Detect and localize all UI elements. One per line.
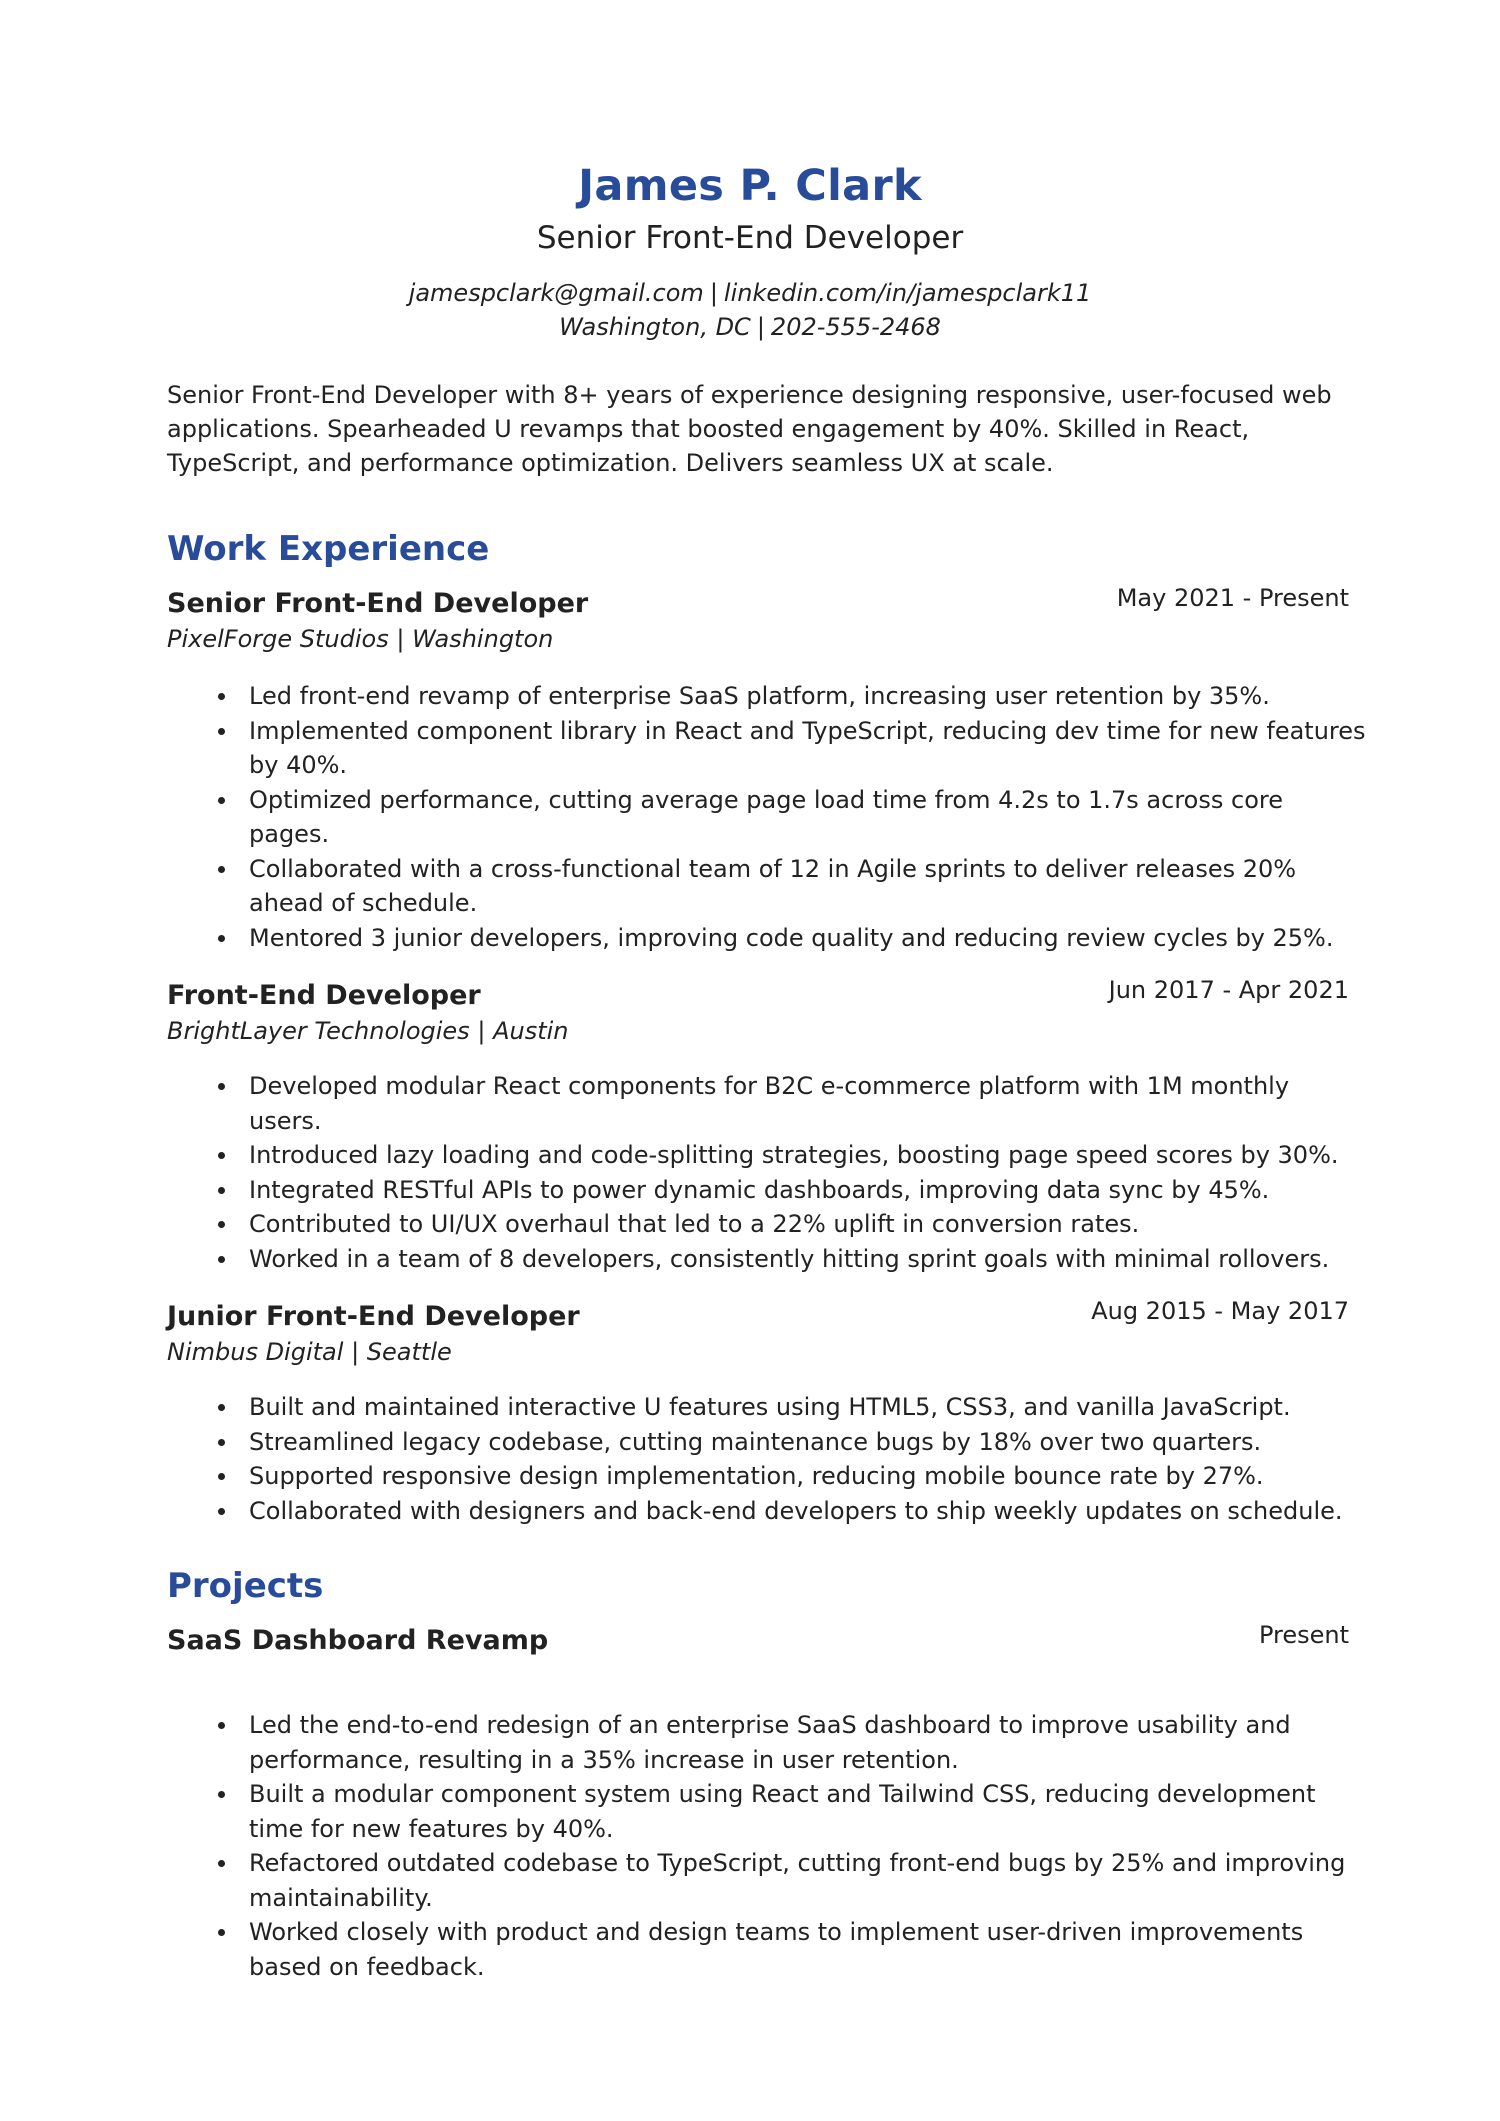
job-company: BrightLayer Technologies: [167, 1017, 470, 1045]
job-dates: Aug 2015 - May 2017: [1091, 1297, 1349, 1325]
job-title: Front-End Developer: [167, 980, 481, 1011]
job-dates: May 2021 - Present: [1116, 584, 1349, 612]
project-title: SaaS Dashboard Revamp: [167, 1625, 549, 1656]
bullet-item: Led the end-to-end redesign of an enterprise SaaS dashboard to improve usability and performance, resulting in a 35% increase in user retention.: [167, 1708, 1367, 1777]
bullet-item: Supported responsive design implementation, reducing mobile bounce rate by 27%.: [167, 1459, 1367, 1494]
bullet-item: Collaborated with a cross-functional team of 12 in Agile sprints to deliver releases 20% ahead of schedule.: [167, 852, 1367, 921]
contact-separator: |: [709, 279, 718, 307]
job-header: [167, 585, 1349, 623]
email-link[interactable]: jamespclark@gmail.com: [408, 279, 704, 307]
job-bullets: [167, 679, 1367, 955]
job-header: [167, 1298, 1349, 1336]
phone-text: 202-555-2468: [770, 313, 941, 341]
project-header: [167, 1622, 1349, 1660]
job-location: Washington: [412, 625, 554, 653]
job-title: Junior Front-End Developer: [167, 1301, 580, 1332]
job-entry: [167, 977, 1367, 1276]
project-entry: [167, 1622, 1367, 1984]
bullet-item: Collaborated with designers and back-end developers to ship weekly updates on schedule.: [167, 1494, 1367, 1529]
linkedin-link[interactable]: linkedin.com/in/jamespclark11: [723, 279, 1092, 307]
job-bullets: [167, 1069, 1367, 1276]
company-separator: |: [396, 625, 405, 653]
resume-header: [0, 158, 1500, 344]
job-location: Austin: [493, 1017, 569, 1045]
job-company-line: [167, 1336, 1367, 1368]
bullet-item: Contributed to UI/UX overhaul that led to a 22% uplift in conversion rates.: [167, 1207, 1367, 1242]
bullet-item: Mentored 3 junior developers, improving code quality and reducing review cycles by 25%.: [167, 921, 1367, 956]
job-header: [167, 977, 1349, 1015]
contact-line-1: [0, 276, 1500, 310]
job-location: Seattle: [366, 1338, 452, 1366]
candidate-headline: Senior Front-End Developer: [536, 220, 964, 256]
bullet-item: Worked closely with product and design teams to implement user-driven improvements based on feedback.: [167, 1915, 1367, 1984]
bullet-item: Led front-end revamp of enterprise SaaS platform, increasing user retention by 35%.: [167, 679, 1367, 714]
bullet-item: Integrated RESTful APIs to power dynamic dashboards, improving data sync by 45%.: [167, 1173, 1367, 1208]
job-company-line: [167, 1015, 1367, 1047]
professional-summary: Senior Front-End Developer with 8+ years of experience designing responsive, user-focused web applications. Spearheaded U revamps that boosted engagement by 40%. Skilled in React, TypeScript, and performance optimization. Delivers seamless UX at scale.: [167, 381, 1332, 477]
bullet-item: Optimized performance, cutting average page load time from 4.2s to 1.7s across core pages.: [167, 783, 1367, 852]
project-bullets: [167, 1708, 1367, 1984]
job-company: Nimbus Digital: [167, 1338, 344, 1366]
job-entry: [167, 1298, 1367, 1528]
job-company: PixelForge Studios: [167, 625, 389, 653]
job-bullets: [167, 1390, 1367, 1528]
bullet-item: Implemented component library in React and TypeScript, reducing dev time for new features by 40%.: [167, 714, 1367, 783]
section-title-projects: Projects: [167, 1566, 324, 1606]
bullet-item: Built a modular component system using React and Tailwind CSS, reducing development time for new features by 40%.: [167, 1777, 1367, 1846]
company-separator: |: [477, 1017, 486, 1045]
job-company-line: [167, 623, 1367, 655]
section-title-work-experience: Work Experience: [167, 529, 490, 569]
company-separator: |: [351, 1338, 360, 1366]
bullet-item: Developed modular React components for B2C e-commerce platform with 1M monthly users.: [167, 1069, 1367, 1138]
bullet-item: Worked in a team of 8 developers, consistently hitting sprint goals with minimal rollovers.: [167, 1242, 1367, 1277]
location-text: Washington, DC: [559, 313, 751, 341]
bullet-item: Introduced lazy loading and code-splitting strategies, boosting page speed scores by 30%.: [167, 1138, 1367, 1173]
project-dates: Present: [1258, 1621, 1349, 1649]
job-dates: Jun 2017 - Apr 2021: [1108, 976, 1349, 1004]
job-entry: [167, 585, 1367, 955]
candidate-name: James P. Clark: [578, 161, 922, 211]
bullet-item: Built and maintained interactive U features using HTML5, CSS3, and vanilla JavaScript.: [167, 1390, 1367, 1425]
contact-line-2: [0, 310, 1500, 344]
bullet-item: Streamlined legacy codebase, cutting maintenance bugs by 18% over two quarters.: [167, 1425, 1367, 1460]
contact-separator: |: [756, 313, 765, 341]
job-title: Senior Front-End Developer: [167, 588, 589, 619]
bullet-item: Refactored outdated codebase to TypeScript, cutting front-end bugs by 25% and improving maintainability.: [167, 1846, 1367, 1915]
resume-content: [167, 378, 1367, 1984]
